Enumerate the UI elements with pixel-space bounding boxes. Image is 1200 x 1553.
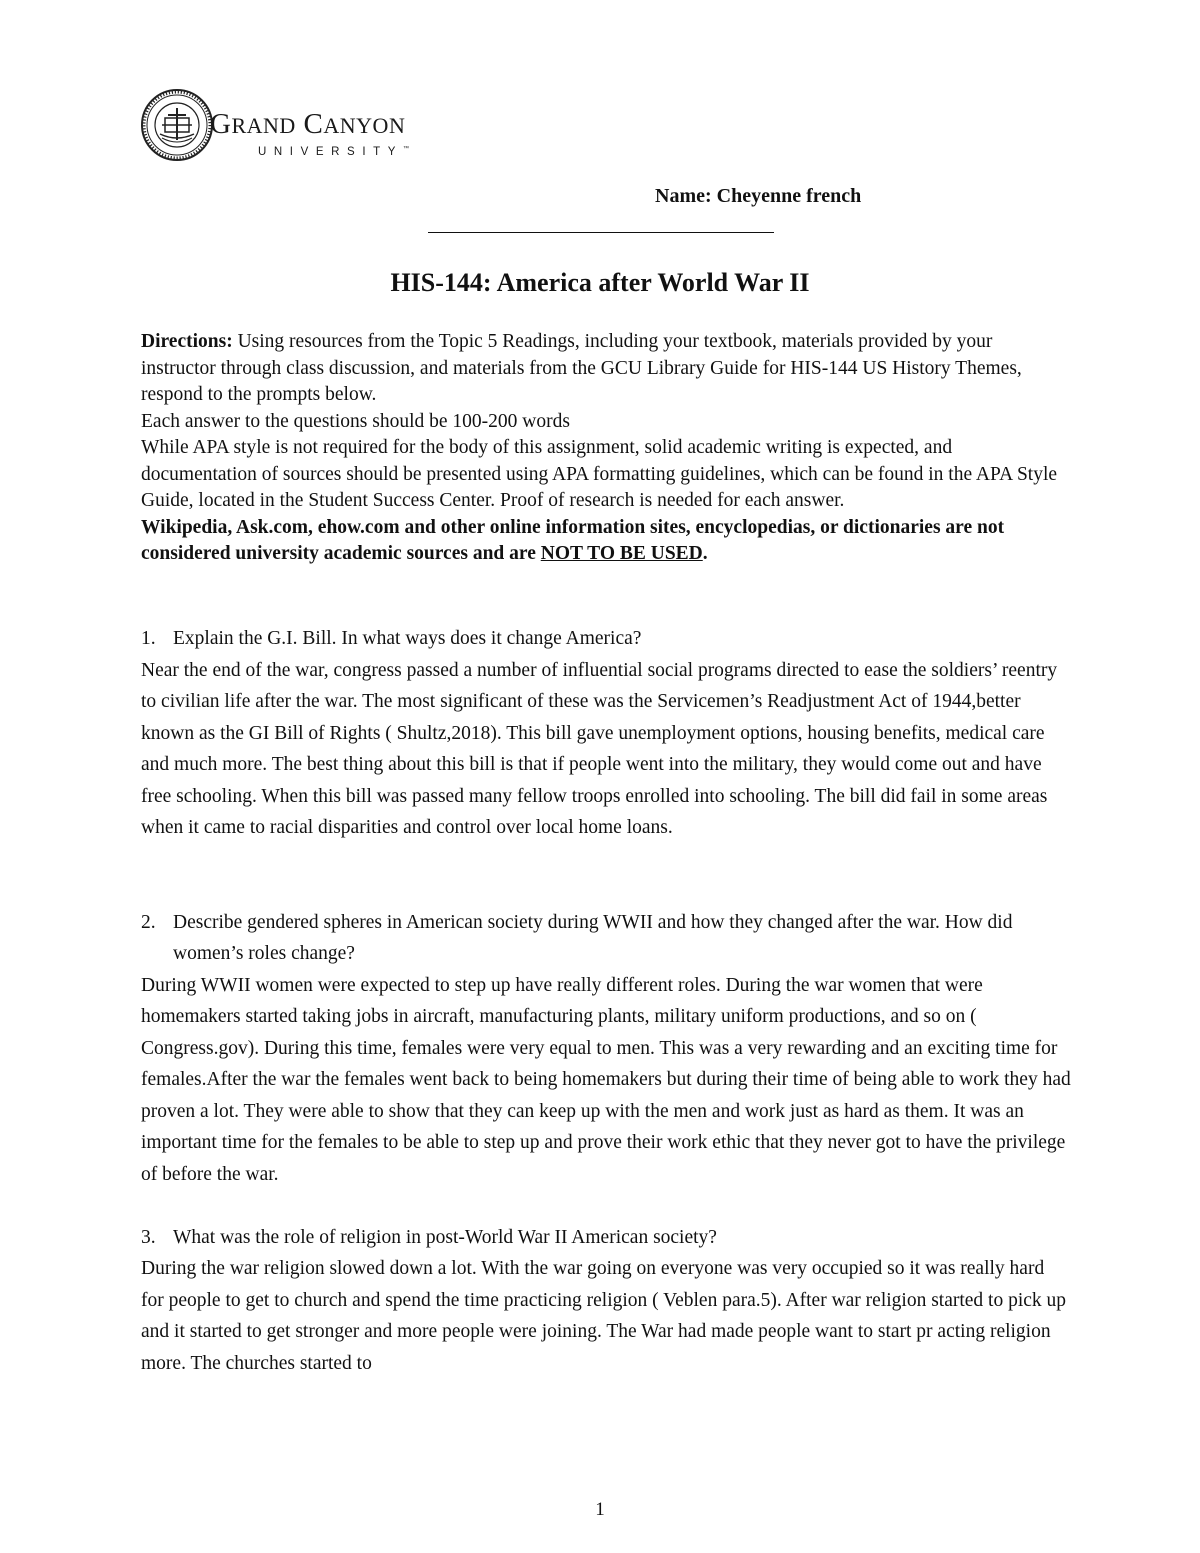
directions-label: Directions: [141, 331, 233, 352]
word-count-note: Each answer to the questions should be 100-200 words [141, 410, 570, 432]
sources-warning: Wikipedia, Ask.com, ehow.com and other online information sites, encyclopedias, or dictionaries are not considered university academic sources and are NOT TO BE USED. [141, 516, 1005, 564]
student-name [655, 185, 861, 208]
question-prompt: 1. Explain the G.I. Bill. In what ways does it change America? [141, 628, 642, 649]
question-prompt: 2. Describe gendered spheres in American society during WWII and how they changed after the war. How did women’s roles change? [141, 911, 1013, 964]
apa-note: While APA style is not required for the body of this assignment, solid academic writing is expected, and documentation of sources should be presented using APA formatting guidelines, which can be found in the APA Style Guide, located in the Student Success Center. Proof of research is needed for each answer. [141, 437, 1058, 511]
page-number: 1 [595, 1499, 605, 1520]
answer-paragraph: During the war religion slowed down a lot. With the war going on everyone was very occupied so it was really hard for people to get to church and spend the time practicing religion ( Veblen para.5). After war religion started to pick up and it started to get stronger and more people were joining. The War had made people want to start pr acting religion more. The churches started to [141, 1258, 1067, 1374]
questions-section [141, 623, 1071, 1379]
question-prompt: 3. What was the role of religion in post-World War II American society? [141, 1226, 717, 1248]
gcu-logo [140, 88, 470, 168]
name-underline [428, 232, 774, 233]
logo-wordmark: GRAND CANYON [210, 108, 406, 140]
name-value: Cheyenne french [716, 185, 862, 207]
directions-section [141, 329, 1071, 568]
directions-paragraph: Directions: Using resources from the Topic 5 Readings, including your textbook, materials provided by your instructor through class discussion, and materials from the GCU Library Guide for HIS-144 US History Themes, respond to the prompts below. [141, 331, 1022, 405]
university-seal-icon [140, 88, 214, 162]
answer-paragraph: During WWII women were expected to step up have really different roles. During the war women that were homemakers started taking jobs in aircraft, manufacturing plants, military uniform productions, and so on ( Congress.gov). During this time, females were very equal to men. This was a very rewarding and an exciting time for females.After the war the females went back to being homemakers but during their time of being able to work they had proven a lot. They were able to show that they can keep up with the men and work just as hard as them. It was an important time for the females to be able to step up and prove their work ethic that they never got to have the privilege of before the war. [141, 974, 1071, 1185]
name-label: Name: [655, 185, 712, 207]
document-title: HIS-144: America after World War II [390, 268, 810, 297]
answer-paragraph: Near the end of the war, congress passed a number of influential social programs directed to ease the soldiers’ reentry to civilian life after the war. The most significant of these was the Servicemen’s Readjustment Act of 1944,better known as the GI Bill of Rights ( Shultz,2018). This bill gave unemployment options, housing benefits, medical care and much more. The best thing about this bill is that if people went into the military, they would come out and have free schooling. When this bill was passed many fellow troops enrolled into schooling. The bill did fail in some areas when it came to racial disparities and control over local home loans. [141, 659, 1058, 838]
logo-subtitle: UNIVERSITY™ [258, 146, 410, 158]
